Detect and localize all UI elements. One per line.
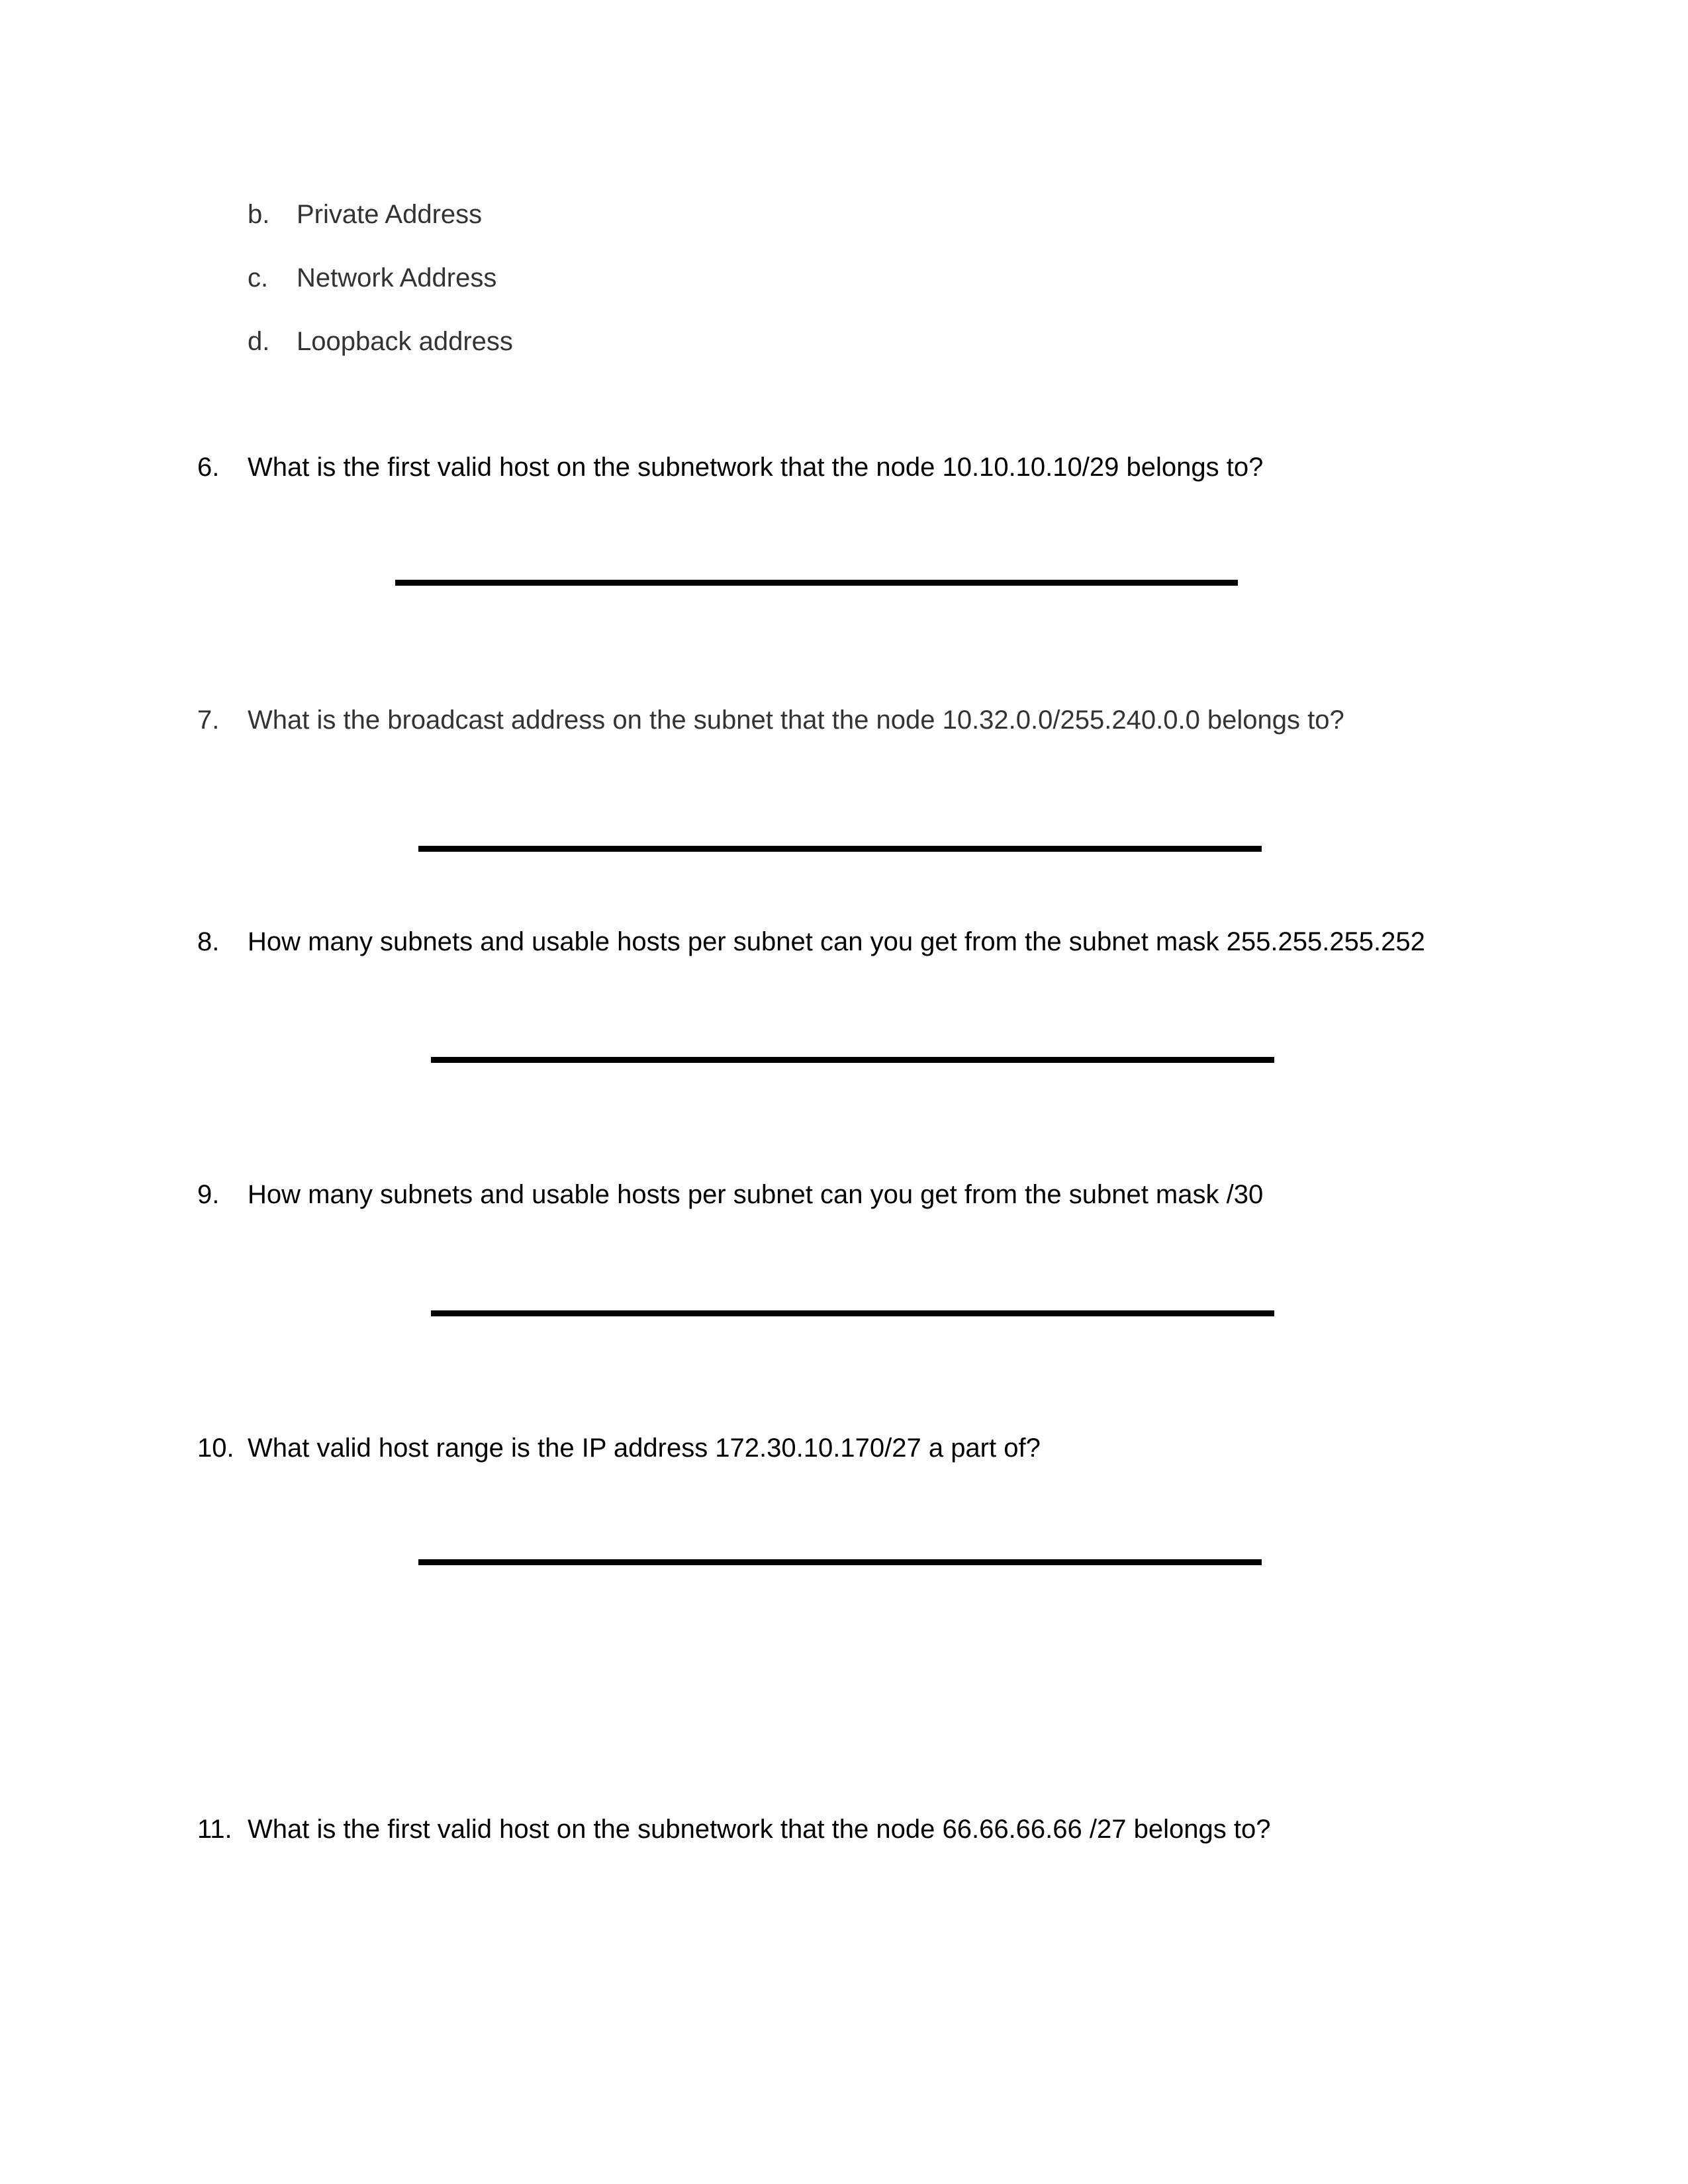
question-text: How many subnets and usable hosts per subnet can you get from the subnet mask /30 [248,1180,1264,1209]
option-b-letter: b. [248,200,270,229]
question-text: How many subnets and usable hosts per subnet can you get from the subnet mask 255.255.255.252 [248,927,1425,956]
option-c-letter: c. [248,263,269,293]
question-text: What is the first valid host on the subnetwork that the node 10.10.10.10/29 belongs to? [248,453,1264,482]
answer-line [431,1057,1274,1063]
question-text: What valid host range is the IP address 172.30.10.170/27 a part of? [248,1433,1041,1463]
option-d-letter: d. [248,327,270,356]
question-number: 7. [197,705,220,735]
answer-line [395,580,1238,586]
question-number: 11. [197,1815,232,1844]
question-number: 10. [197,1433,234,1463]
option-c-text: Network Address [297,263,497,293]
answer-line [418,1559,1262,1565]
answer-line [431,1310,1274,1316]
answer-line [418,846,1262,852]
option-b-text: Private Address [297,200,483,229]
question-number: 8. [197,927,220,956]
question-text: What is the broadcast address on the subnet that the node 10.32.0.0/255.240.0.0 belongs to? [248,705,1344,735]
option-d-text: Loopback address [297,327,513,356]
question-number: 9. [197,1180,220,1209]
question-text: What is the first valid host on the subnetwork that the node 66.66.66.66 /27 belongs to? [248,1815,1271,1844]
question-number: 6. [197,453,220,482]
